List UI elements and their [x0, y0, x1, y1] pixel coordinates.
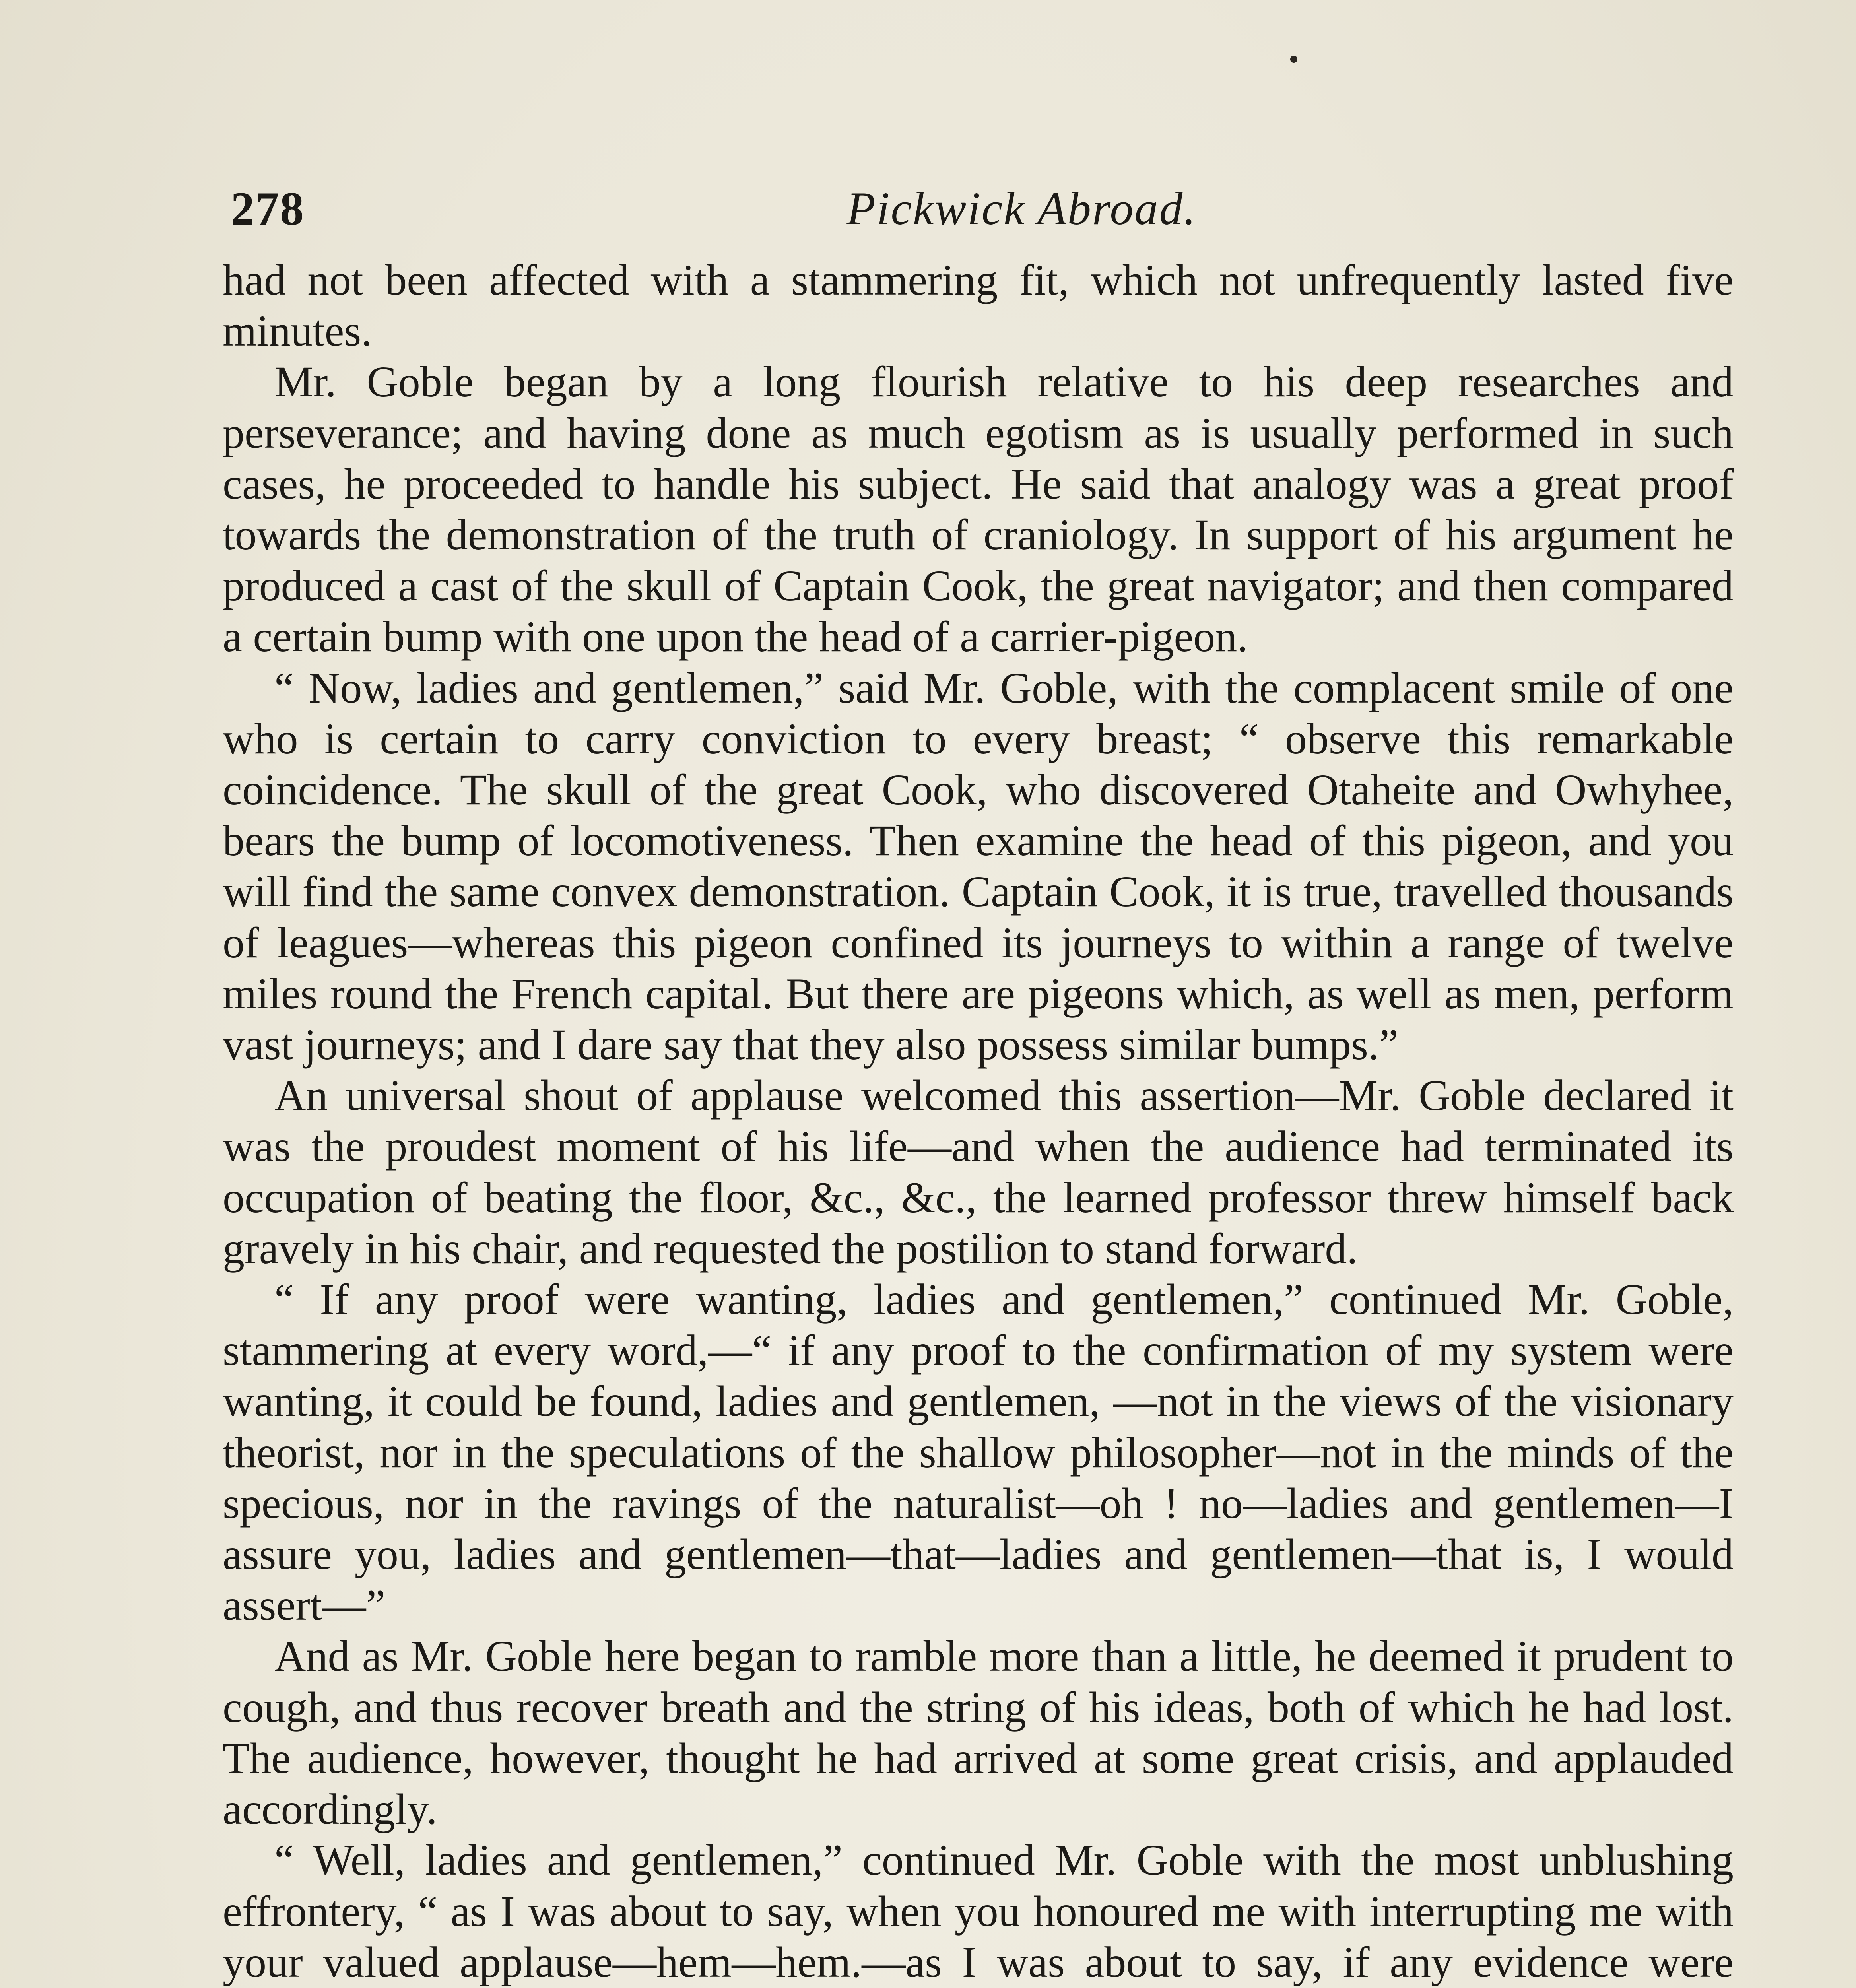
- page-number: 278: [231, 182, 305, 235]
- paragraph-1: had not been affected with a stammering fit, which not unfrequently lasted five minutes.: [223, 256, 1734, 355]
- paragraph-7: “ Well, ladies and gentlemen,” continued Mr. Goble with the most unblushing effrontery, “ as I was about to say, when you honoured me with interrupting me with your valued applause—hem—hem.—as I was about to say, if any evidence were: [223, 1836, 1734, 1986]
- paragraph-5: “ If any proof were wanting, ladies and gentlemen,” continued Mr. Goble, stammering at every word,—“ if any proof to the confirmation of my system were wanting, it could be found, ladies and gentlemen, —not in the views of the visionary theorist, nor in the speculations of the shallow philosopher—not in the minds of the specious, nor in the ravings of the naturalist—oh ! no—ladies and gentlemen—I assure you, ladies and gentlemen—that—ladies and gentlemen—that is, I would assert—”: [223, 1275, 1734, 1630]
- running-head: [231, 175, 1197, 243]
- body-text: [223, 254, 1734, 1988]
- running-title: Pickwick Abroad.: [846, 182, 1197, 235]
- ink-speck: [1290, 56, 1297, 63]
- paragraph-4: An universal shout of applause welcomed this assertion—Mr. Goble declared it was the proudest moment of his life—and when the audience had terminated its occupation of beating the floor, &c., &c., the learned professor threw himself back gravely in his chair, and requested the postilion to stand forward.: [223, 1071, 1734, 1273]
- paragraph-6: And as Mr. Goble here began to ramble more than a little, he deemed it prudent to cough, and thus recover breath and the string of his ideas, both of which he had lost. The audience, however, thought he had arrived at some great crisis, and applauded accordingly.: [223, 1632, 1734, 1834]
- paragraph-2: Mr. Goble began by a long flourish relative to his deep researches and perseverance; and having done as much egotism as is usually performed in such cases, he proceeded to handle his subject. He said that analogy was a great proof towards the demonstration of the truth of craniology. In support of his argument he produced a cast of the skull of Captain Cook, the great navigator; and then compared a certain bump with one upon the head of a carrier-pigeon.: [223, 357, 1734, 661]
- paragraph-3: “ Now, ladies and gentlemen,” said Mr. Goble, with the complacent smile of one who is certain to carry conviction to every breast; “ observe this remarkable coincidence. The skull of the great Cook, who discovered Otaheite and Owhyhee, bears the bump of locomotiveness. Then examine the head of this pigeon, and you will find the same convex demonstration. Captain Cook, it is true, travelled thousands of leagues—whereas this pigeon confined its journeys to within a range of twelve miles round the French capital. But there are pigeons which, as well as men, perform vast journeys; and I dare say that they also possess similar bumps.”: [223, 663, 1734, 1069]
